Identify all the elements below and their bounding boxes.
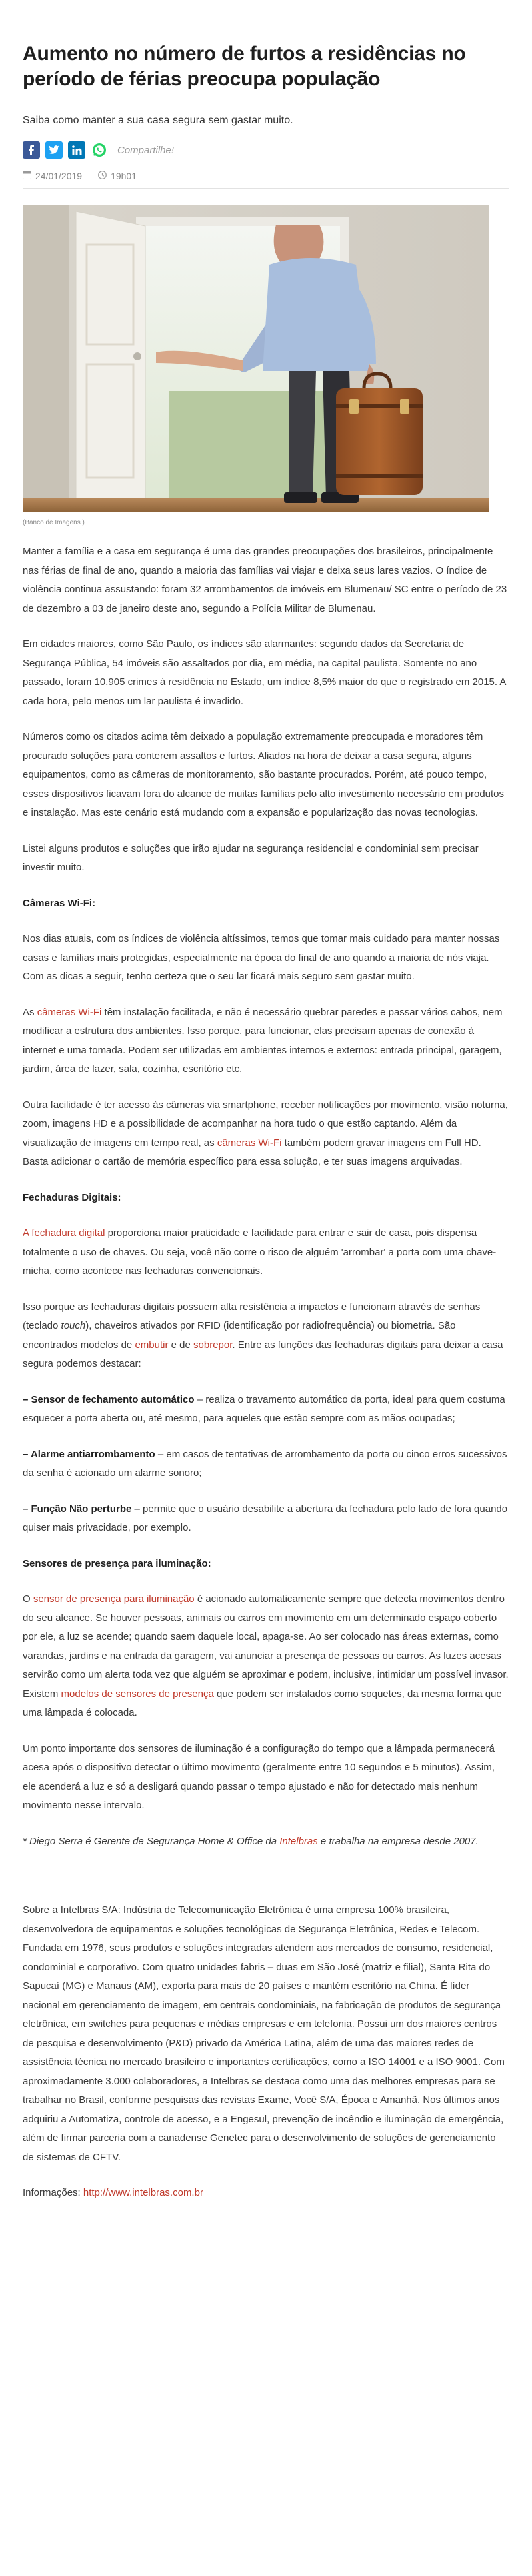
calendar-icon bbox=[23, 171, 31, 181]
image-caption: (Banco de Imagens ) bbox=[23, 519, 85, 526]
section-heading-sensores: Sensores de presença para iluminação: bbox=[23, 1557, 211, 1569]
paragraph: Números como os citados acima têm deixado a população extremamente preocupada e moradores têm procurado soluções para conterem assaltos e furtos. Aliados na hora de deixar a casa segura, alguns equipamentos, como as câmeras de monitoramento, são bastante procurados. Porém, até pouco tempo, esses dispositivos ficavam fora do alcance de muitas famílias pelo alto investimento necessário em produtos e instalação. Mas este cenário está mudando com a expansão e popularização das novas tecnologias. bbox=[23, 731, 505, 818]
feature-item: – Função Não perturbe – permite que o usuário desabilite a abertura da fechadura pelo lado de fora quando quiser mais privacidade, por exemplo. bbox=[23, 1503, 508, 1533]
article-date: 24/01/2019 bbox=[35, 171, 83, 181]
paragraph: O sensor de presença para iluminação é acionado automaticamente sempre que detecta movimentos dentro do seu alcance. Se houver pessoas, animais ou carros em movimento em um determinado espaço coberto por ele, a luz se acende; quando saem daquele local, apaga-se. Ao ser colocado nas áreas externas, como varandas, jardins e na entrada da garagem, vai anunciar a presença de pessoas ou carros. As luzes acesas servirão como um alerta toda vez que alguém se aproximar e podem, inclusive, intimidar um possível invasor. Existem modelos de sensores de presença que podem ser instalados como soquetes, da mesma forma que uma lâmpada é colocada. bbox=[23, 1593, 509, 1718]
whatsapp-icon[interactable] bbox=[91, 141, 108, 159]
author-signature: * Diego Serra é Gerente de Segurança Home & Office da Intelbras e trabalha na empresa desde 2007. bbox=[23, 1835, 479, 1847]
feature-item: – Sensor de fechamento automático – realiza o travamento automático da porta, ideal para quem costuma esquecer a porta aberta ou, até mesmo, para aqueles que estão sempre com as mãos ocupadas; bbox=[23, 1393, 505, 1424]
link-sobrepor[interactable]: sobrepor bbox=[193, 1339, 233, 1351]
paragraph: As câmeras Wi-Fi têm instalação facilitada, e não é necessário quebrar paredes e passar vários cabos, nem modificar a estrutura dos ambientes. Isso porque, para funcionar, elas precisam apenas de conexão à internet e uma tomada. Podem ser utilizadas em ambientes internos e externos: entrada principal, garagem, jardim, área de lazer, sala, cozinha, escritório etc. bbox=[23, 1006, 503, 1075]
paragraph: A fechadura digital proporciona maior praticidade e facilidade para entrar e sair de casa, pois dispensa totalmente o uso de chaves. Ou seja, você não corre o risco de alguém 'arrombar' a porta com uma chave-micha, como acontece nas fechaduras convencionais. bbox=[23, 1227, 497, 1277]
feature-item: – Alarme antiarrombamento – em casos de tentativas de arrombamento da porta ou cinco erros sucessivos da senha é acionado um alarme sonoro; bbox=[23, 1448, 507, 1479]
twitter-icon[interactable] bbox=[45, 141, 63, 159]
article-time: 19h01 bbox=[111, 171, 137, 181]
paragraph: Outra facilidade é ter acesso às câmeras via smartphone, receber notificações por movimento, visão noturna, zoom, imagens HD e a possibilidade de acompanhar na hora tudo o que estão captando. Além da visualização de imagens em tempo real, as câmeras Wi-Fi também podem gravar imagens em Full HD. Basta adicionar o cartão de memória específico para essa solução, e ter suas imagens arquivadas. bbox=[23, 1099, 508, 1167]
paragraph: Nos dias atuais, com os índices de violência altíssimos, temos que tomar mais cuidado para manter nossas casas e famílias mais protegidas, especialmente na época do final de ano quando a maioria de nós viaja. Com as dicas a seguir, tenho certeza que o seu lar ficará mais seguro sem gastar muito. bbox=[23, 933, 500, 982]
link-intelbras-site[interactable]: http://www.intelbras.com.br bbox=[83, 2187, 203, 2198]
article-title: Aumento no número de furtos a residências no período de férias preocupa população bbox=[23, 43, 466, 90]
link-intelbras[interactable]: Intelbras bbox=[279, 1835, 318, 1847]
paragraph: Um ponto importante dos sensores de iluminação é a configuração do tempo que a lâmpada permanecerá acesa após o dispositivo detectar o último movimento (geralmente entre 10 segundos e 5 minutos). Assim, ele acenderá a luz e só a desligará quando passar o tempo ajustado e não for detectado mais nenhum movimento nesse intervalo. bbox=[23, 1742, 495, 1811]
article-body bbox=[23, 542, 509, 2203]
article-meta bbox=[23, 171, 509, 189]
link-modelos-sensores[interactable]: modelos de sensores de presença bbox=[61, 1688, 214, 1700]
clock-icon bbox=[98, 171, 107, 181]
paragraph: Listei alguns produtos e soluções que irão ajudar na segurança residencial e condominial sem precisar investir muito. bbox=[23, 842, 479, 873]
info-line: Informações: http://www.intelbras.com.br bbox=[23, 2187, 203, 2198]
paragraph: Em cidades maiores, como São Paulo, os índices são alarmantes: segundo dados da Secretaria de Segurança Pública, 54 imóveis são assaltados por dia, em média, na capital paulista. Somente no ano passado, foram 10.905 crimes à residência no Estado, um índice 8,5% maior do que o registrado em 2015. A cada hora, pelo menos um lar paulista é invadido. bbox=[23, 638, 506, 707]
section-heading-fechaduras: Fechaduras Digitais: bbox=[23, 1191, 121, 1203]
share-label: Compartilhe! bbox=[117, 144, 175, 156]
article-image bbox=[23, 205, 489, 512]
link-cameras-wifi[interactable]: câmeras Wi-Fi bbox=[217, 1137, 282, 1149]
paragraph: Isso porque as fechaduras digitais possuem alta resistência a impactos e funcionam através de senhas (teclado touch), chaveiros ativados por RFID (identificação por radiofrequência) ou biometria. São encontrados modelos de embutir e de sobrepor. Entre as funções das fechaduras digitais para deixar a casa segura podemos destacar: bbox=[23, 1301, 503, 1369]
share-bar bbox=[23, 141, 509, 159]
about-company: Sobre a Intelbras S/A: Indústria de Telecomunicação Eletrônica é uma empresa 100% brasileira, desenvolvedora de equipamentos e soluções tecnológicas de Segurança Eletrônica, Redes e Telecom. Fundada em 1976, seus produtos e soluções integradas atendem aos mercados de consumo, residencial, condominial e corporativo. Com quatro unidades fabris – duas em São José (matriz e filial), Santa Rita do Sapucaí (MG) e Manaus (AM), exporta para mais de 20 países e mantém escritório na China. É líder nacional em gerenciamento de imagem, em centrais condominiais, na fabricação de produtos de segurança eletrônica, em switches para pequenas e médias empresas e em telefonia. Possui um dos maiores centros de pesquisa e desenvolvimento (P&D) privado da América Latina, além de uma das maiores redes de assistência técnica no mercado brasileiro e importantes certificações, como a ISO 14001 e a ISO 9001. Com aproximadamente 3.000 colaboradores, a Intelbras se destaca como uma das melhores empresas para se trabalhar no Brasil, conforme pesquisas das revistas Exame, Você S/A, Época e Amanhã. Nos últimos anos adquiriu a Automatiza, controle de acesso, e a Engesul, prevenção de incêndio e iluminação de emergência, além de firmar parceria com a canadense Genetec para o desenvolvimento de soluções de gerenciamento de sistemas de CFTV. bbox=[23, 1904, 505, 2163]
link-embutir[interactable]: embutir bbox=[135, 1339, 169, 1351]
link-fechadura-digital[interactable]: A fechadura digital bbox=[23, 1227, 105, 1239]
link-cameras-wifi[interactable]: câmeras Wi-Fi bbox=[37, 1006, 102, 1018]
paragraph: Manter a família e a casa em segurança é uma das grandes preocupações dos brasileiros, principalmente nas férias de final de ano, quando a maioria das famílias vai viajar e deixa seus lares vazios. O índice de violência continua assustando: foram 32 arrombamentos de imóveis em Blumenau/ SC entre o período de 23 de dezembro a 03 de janeiro deste ano, segundo a Polícia Militar de Blumenau. bbox=[23, 546, 507, 614]
linkedin-icon[interactable] bbox=[68, 141, 85, 159]
facebook-icon[interactable] bbox=[23, 141, 40, 159]
link-sensor-presenca[interactable]: sensor de presença para iluminação bbox=[33, 1593, 195, 1605]
article-subtitle: Saiba como manter a sua casa segura sem gastar muito. bbox=[23, 115, 293, 126]
section-heading-cameras: Câmeras Wi-Fi: bbox=[23, 897, 96, 909]
